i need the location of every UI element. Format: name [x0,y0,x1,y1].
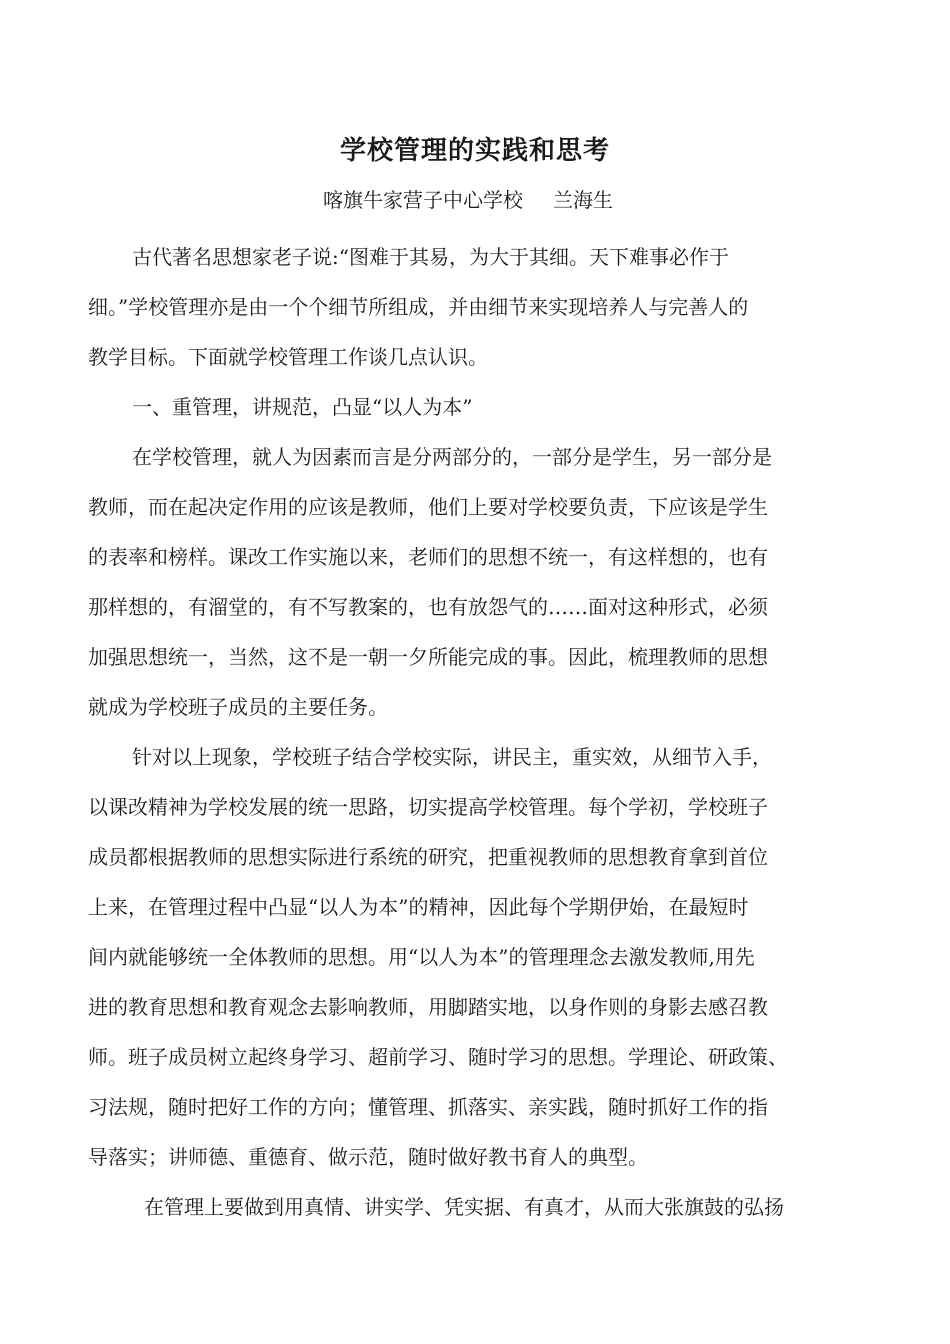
text-line: 教学目标。下面就学校管理工作谈几点认识。 [88,345,488,369]
paragraph-body [88,732,860,1182]
paragraph-intro [88,232,860,382]
text-line: 师。班子成员树立起终身学习、超前学习、随时学习的思想。学理论、研政策、 [88,1045,788,1069]
text-line: 习法规，随时把好工作的方向；懂管理、抓落实、亲实践，随时抓好工作的指 [88,1095,768,1119]
text-line: 教师，而在起决定作用的应该是教师，他们上要对学校要负责，下应该是学生 [88,495,768,519]
section-heading-text: 一、重管理，讲规范，凸显“以人为本” [132,395,473,419]
text-line: 加强思想统一，当然，这不是一朝一夕所能完成的事。因此，梳理教师的思想 [88,645,768,669]
document-title: 学校管理的实践和思考 [339,136,610,166]
text-line: 成员都根据教师的思想实际进行系统的研究，把重视教师的思想教育拿到首位 [88,845,768,869]
text-line: 那样想的，有溜堂的，有不写教案的，也有放怨气的……面对这种形式，必须 [88,595,768,619]
document-body [88,232,860,1232]
paragraph-body [88,432,860,732]
text-line: 细。”学校管理亦是由一个个细节所组成，并由细节来实现培养人与完善人的 [88,295,749,319]
text-line: 进的教育思想和教育观念去影响教师，用脚踏实地，以身作则的身影去感召教 [88,995,768,1019]
text-line: 古代著名思想家老子说:“图难于其易，为大于其细。天下难事必作于 [132,245,729,269]
author-school: 喀旗牛家营子中心学校 [323,188,523,212]
text-line: 在管理上要做到用真情、讲实学、凭实据、有真才，从而大张旗鼓的弘扬 [144,1195,784,1219]
text-line: 在学校管理，就人为因素而言是分两部分的，一部分是学生，另一部分是 [132,445,772,469]
author-name: 兰海生 [553,188,613,212]
text-line: 上来，在管理过程中凸显“以人为本”的精神，因此每个学期伊始，在最短时 [88,895,749,919]
text-line: 的表率和榜样。课改工作实施以来，老师们的思想不统一，有这样想的，也有 [88,545,768,569]
text-line: 导落实；讲师德、重德育、做示范，随时做好教书育人的典型。 [88,1145,648,1169]
document-byline [0,185,936,215]
paragraph-body [88,1182,860,1232]
text-line: 以课改精神为学校发展的统一思路，切实提高学校管理。每个学初，学校班子 [88,795,768,819]
text-line: 间内就能够统一全体教师的思想。用“以人为本”的管理理念去激发教师,用先 [88,945,755,969]
text-line: 就成为学校班子成员的主要任务。 [88,695,388,719]
section-heading [88,382,860,432]
text-line: 针对以上现象，学校班子结合学校实际，讲民主，重实效，从细节入手， [132,745,772,769]
